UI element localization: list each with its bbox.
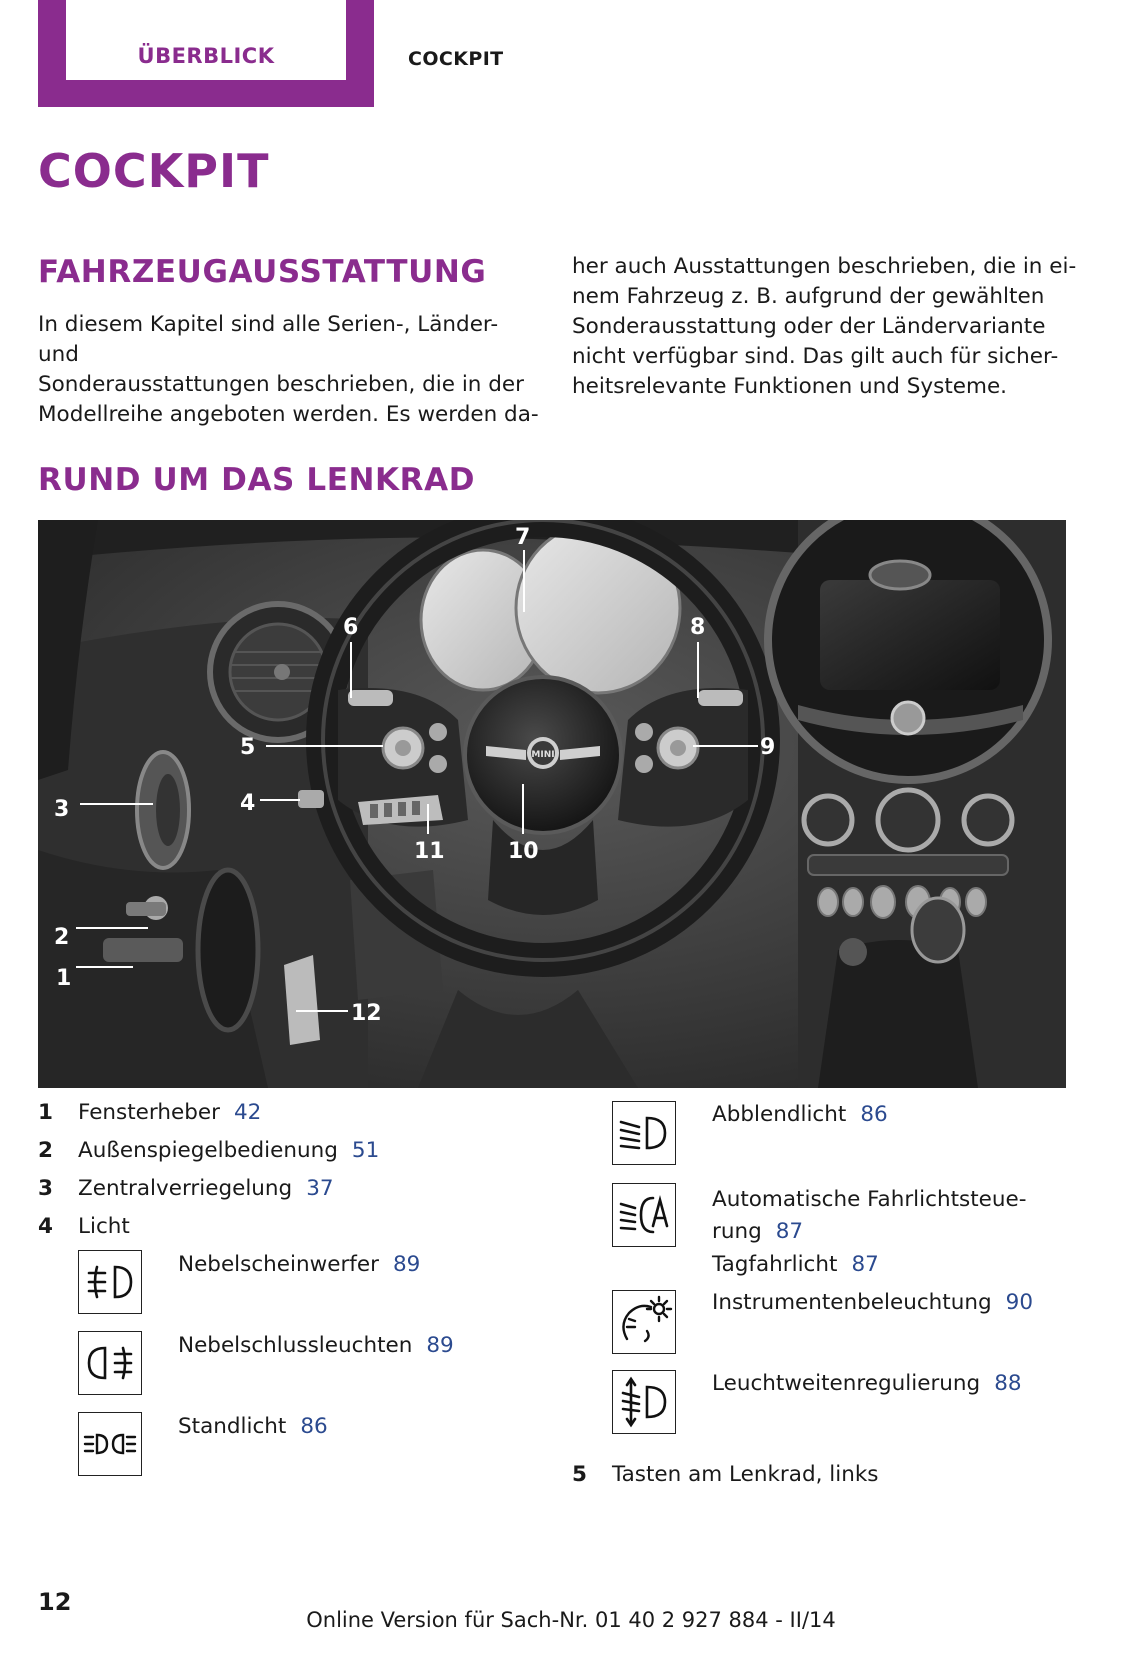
text-line: nem Fahrzeug z. B. aufgrund der gewählten [572,284,1045,309]
headlight-range-icon [612,1370,676,1434]
icon-row-label: Nebelscheinwerfer 89 [178,1252,421,1277]
callout-12: 12 [351,1001,382,1026]
text-line: her auch Ausstattungen beschrieben, die in ei- [572,254,1077,279]
callout-7: 7 [515,525,531,550]
list-item-label: Tasten am Lenkrad, links [612,1462,879,1487]
text-line: Modellreihe angeboten werden. Es werden da- [38,402,539,427]
header-section-label: COCKPIT [408,48,504,70]
page-reference-link[interactable]: 87 [775,1219,804,1244]
list-item-number: 4 [38,1214,53,1239]
page-reference-link[interactable]: 89 [392,1252,421,1277]
text-line: In diesem Kapitel sind alle Serien-, Länder- und [38,312,499,367]
page-reference-link[interactable]: 42 [233,1100,262,1125]
icon-row-label: Leuchtweitenregulierung 88 [712,1371,1022,1396]
list-item-number: 3 [38,1176,53,1201]
text-line: Sonderausstattungen beschrieben, die in der [38,372,524,397]
list-item-label: Zentralverriegelung [78,1176,293,1201]
footer-text: Online Version für Sach-Nr. 01 40 2 927 884 - II/14 [306,1608,836,1632]
callout-8: 8 [690,615,706,640]
low-beam-icon [612,1101,676,1165]
callout-4: 4 [240,791,256,816]
text-line: nicht verfügbar sind. Das gilt auch für sicher- [572,344,1059,369]
callout-9: 9 [760,735,776,760]
section-heading-lenkrad: RUND UM DAS LENKRAD [38,462,476,498]
page-reference-link[interactable]: 86 [300,1414,328,1439]
list-item-number: 2 [38,1138,53,1163]
list-item-number: 1 [38,1100,53,1125]
icon-row-label: Instrumentenbeleuchtung 90 [712,1290,1033,1315]
callout-3: 3 [54,797,70,822]
mini-logo-text: MINI [531,750,555,760]
rear-fog-light-icon [78,1331,142,1395]
page-reference-link[interactable]: 86 [860,1102,888,1127]
callout-10: 10 [508,839,539,864]
page-reference-link[interactable]: 37 [306,1176,334,1201]
intro-paragraph-left [38,310,543,430]
page-title: COCKPIT [38,144,270,198]
callout-5: 5 [240,735,256,760]
icon-row-label: Abblendlicht 86 [712,1102,888,1127]
icon-row-label: Standlicht 86 [178,1414,328,1439]
text-line: heitsrelevante Funktionen und Systeme. [572,374,1008,399]
page-reference-link[interactable]: 51 [351,1138,380,1163]
list-item-number: 5 [572,1462,587,1487]
parking-light-icon [78,1412,142,1476]
page-reference-link[interactable]: 88 [994,1371,1022,1396]
list-item-label: Fensterheber [78,1100,220,1125]
intro-paragraph-right [572,252,1077,402]
header-tab-label: ÜBERBLICK [137,44,275,68]
section-heading-fahrzeugausstattung: FAHRZEUGAUSSTATTUNG [38,254,487,290]
instrument-lighting-icon [612,1290,676,1354]
icon-row-label: Nebelschlussleuchten 89 [178,1333,454,1358]
front-fog-light-icon [78,1250,142,1314]
cockpit-illustration [38,520,1066,1088]
page-reference-link[interactable]: 89 [426,1333,454,1358]
text-line: Sonderausstattung oder der Ländervariante [572,314,1046,339]
legend-list-left [38,1100,538,1239]
header-tab [38,0,374,107]
page-number: 12 [38,1588,72,1616]
callout-11: 11 [414,839,445,864]
page-reference-link[interactable]: 90 [1005,1290,1033,1315]
list-item-label: Außenspiegelbedienung [78,1138,338,1163]
icon-row-label: Automatische Fahrlichtsteue- rung 87 [712,1187,1027,1244]
icon-row-label: Tagfahrlicht 87 [712,1252,879,1277]
auto-headlight-icon [612,1183,676,1247]
callout-2: 2 [54,925,70,950]
callout-6: 6 [343,615,359,640]
legend-list-right [572,1462,1072,1502]
list-item-label: Licht [78,1214,130,1239]
page-reference-link[interactable]: 87 [851,1252,879,1277]
callout-1: 1 [56,966,72,991]
